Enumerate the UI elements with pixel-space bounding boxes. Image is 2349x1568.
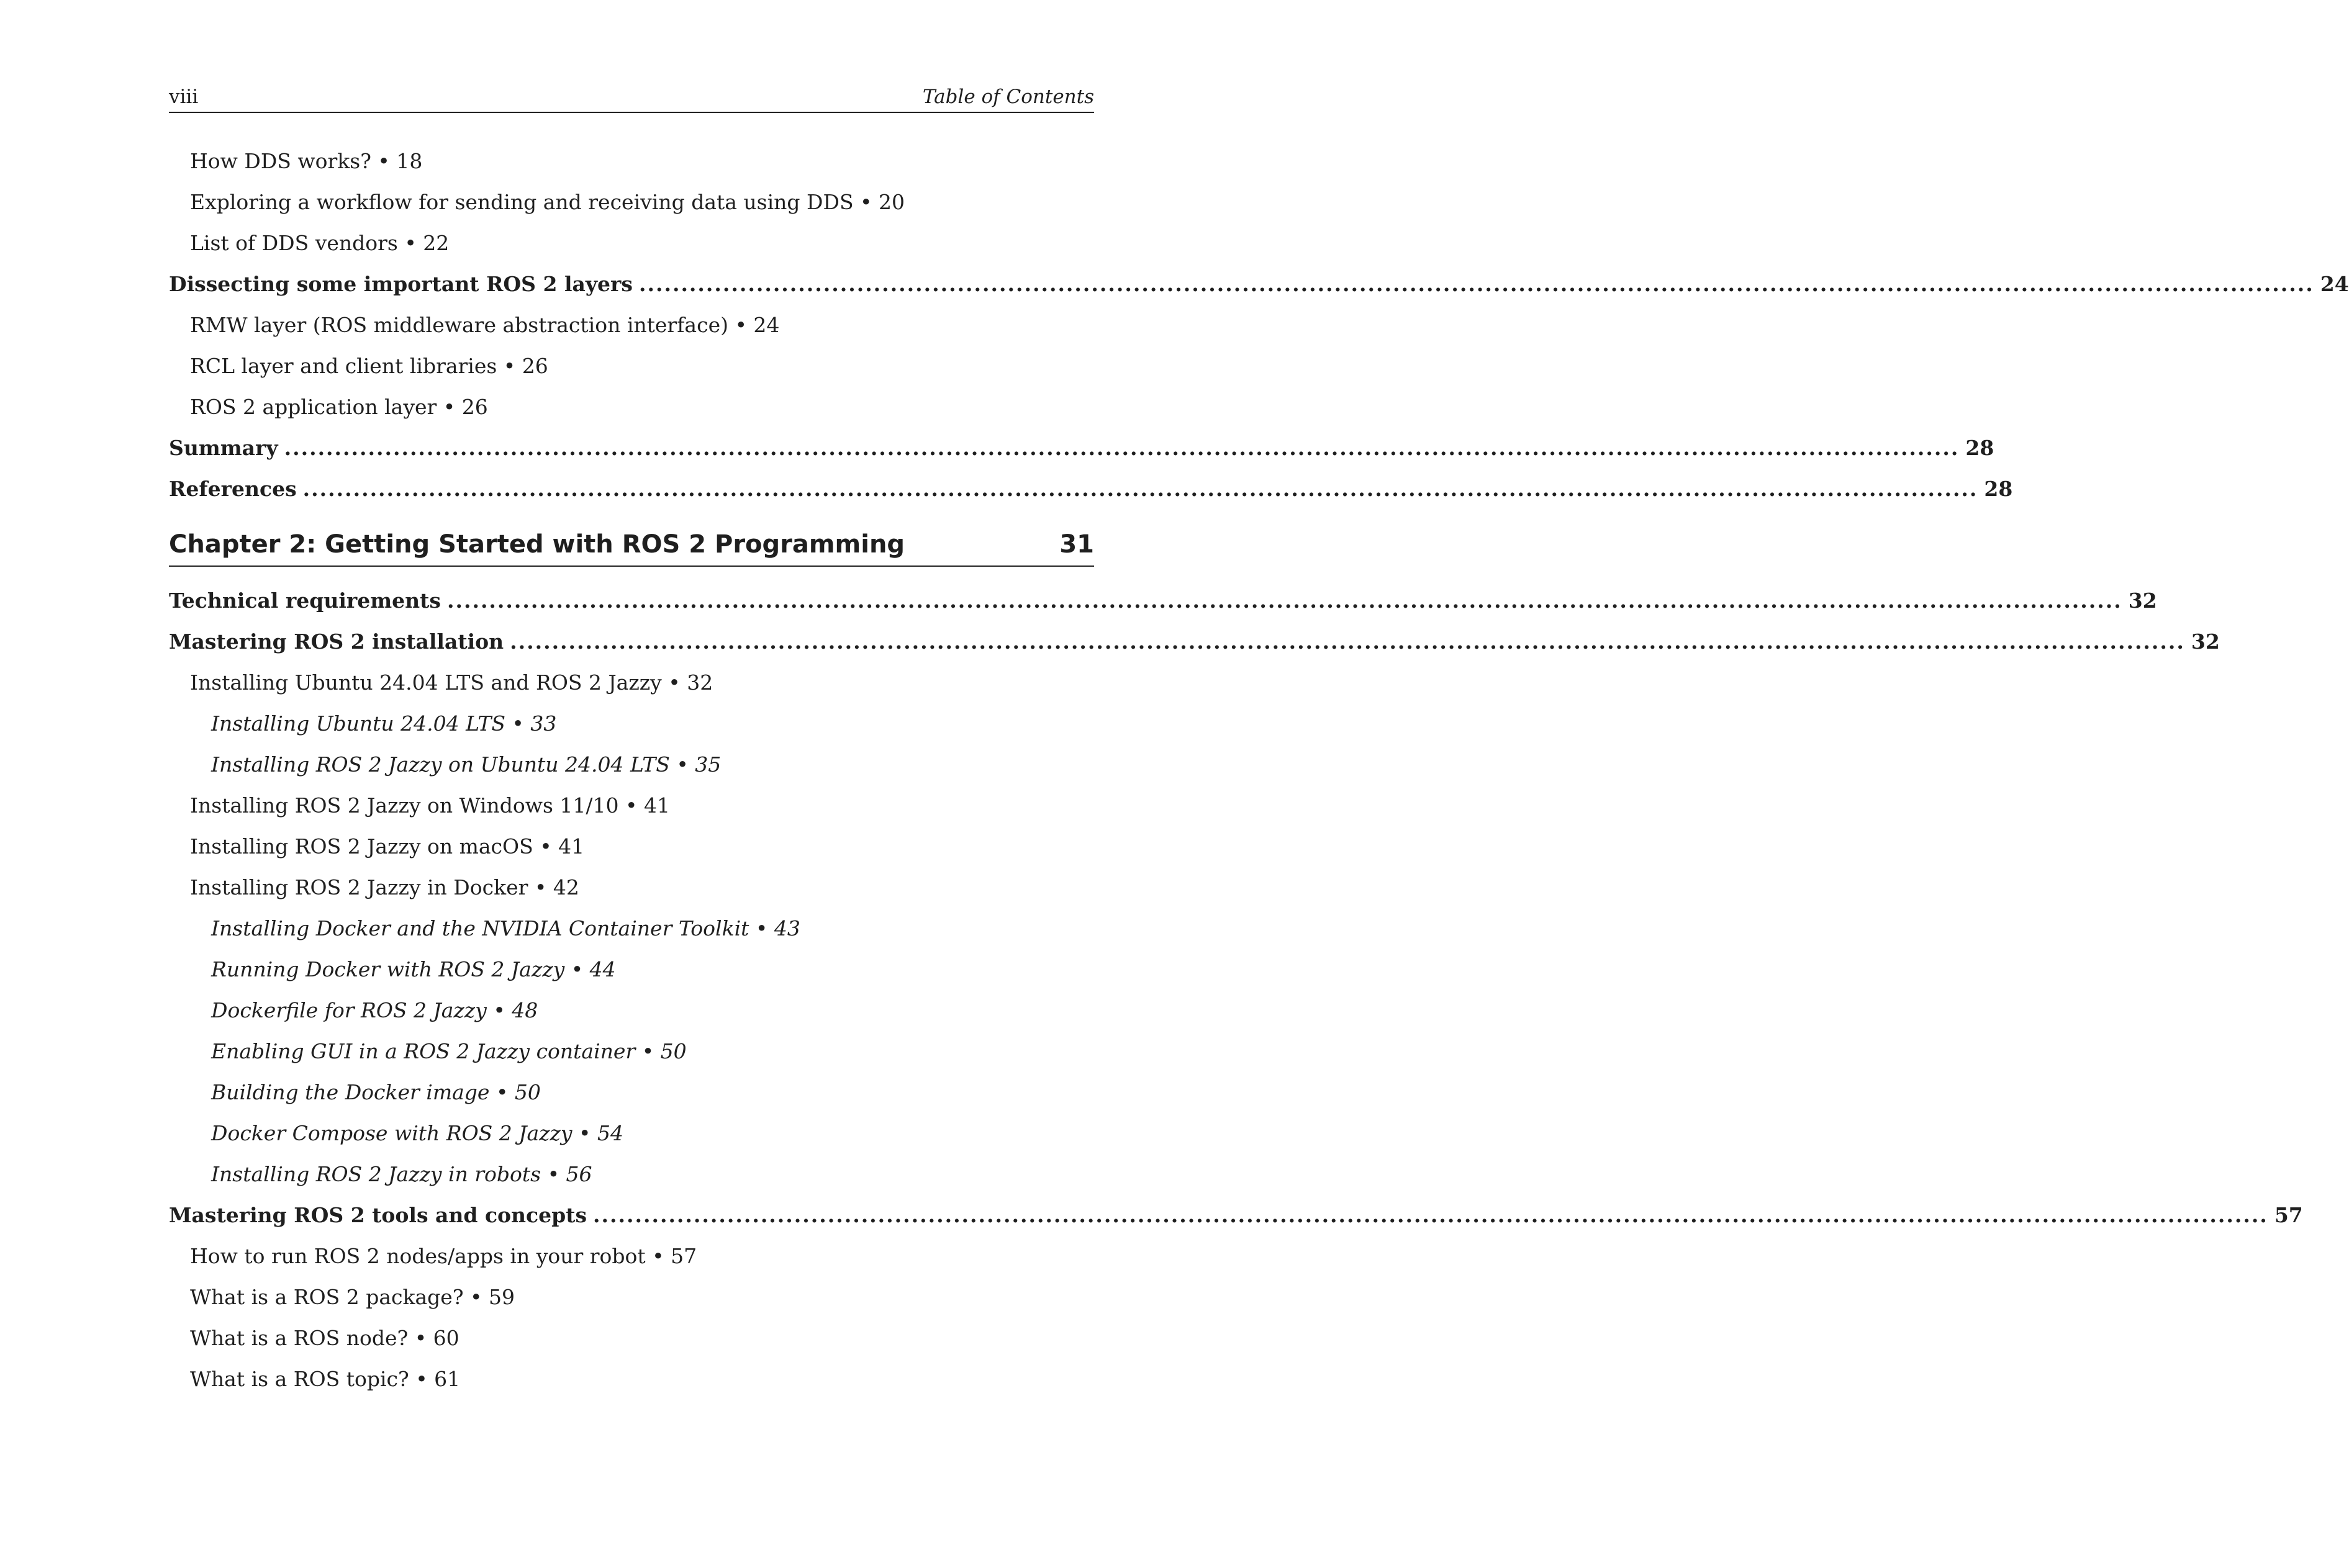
dot-leader: ........................................................................................................................................................................................................ (639, 272, 2314, 296)
toc-subsubsection-entry[interactable]: Building the Docker image • 50 (211, 1080, 541, 1104)
toc-subsection-entry[interactable]: Installing Ubuntu 24.04 LTS and ROS 2 Jazzy • 32 (190, 670, 713, 695)
toc-subsection-entry[interactable]: ROS 2 application layer • 26 (190, 395, 488, 419)
toc-section-entry[interactable] (169, 584, 2157, 625)
toc-subsection-entry[interactable]: List of DDS vendors • 22 (190, 231, 450, 255)
toc-subsubsection-entry[interactable]: Installing ROS 2 Jazzy on Ubuntu 24.04 LTS • 35 (211, 752, 722, 777)
toc-subsection-entry[interactable]: RCL layer and client libraries • 26 (190, 354, 548, 378)
toc-section-title: Dissecting some important ROS 2 layers (169, 272, 633, 296)
toc-page-number: 32 (2191, 629, 2220, 654)
toc-subsection-entry[interactable]: RMW layer (ROS middleware abstraction interface) • 24 (190, 313, 780, 337)
toc-subsubsection-entry[interactable]: Enabling GUI in a ROS 2 Jazzy container • 50 (211, 1039, 687, 1063)
toc-subsubsection-entry[interactable]: Dockerfile for ROS 2 Jazzy • 48 (211, 998, 538, 1022)
dot-leader: ........................................................................................................................................................................................................ (510, 629, 2185, 654)
chapter-heading[interactable] (169, 527, 1094, 567)
dot-leader: ........................................................................................................................................................................................................ (284, 436, 1960, 460)
toc-section-entry[interactable] (169, 1199, 2303, 1240)
chapter-title: Chapter 2: Getting Started with ROS 2 Programming (169, 530, 905, 559)
toc-section-title: Mastering ROS 2 tools and concepts (169, 1203, 587, 1227)
toc-section-entry[interactable] (169, 268, 2349, 309)
toc-subsection-entry[interactable]: What is a ROS topic? • 61 (190, 1367, 461, 1391)
dot-leader: ........................................................................................................................................................................................................ (302, 477, 1978, 501)
toc-subsubsection-entry[interactable]: Installing ROS 2 Jazzy in robots • 56 (211, 1162, 592, 1186)
toc-subsection-entry[interactable]: Exploring a workflow for sending and receiving data using DDS • 20 (190, 190, 905, 214)
toc-subsection-entry[interactable]: What is a ROS node? • 60 (190, 1326, 459, 1350)
toc-subsection-entry[interactable]: What is a ROS 2 package? • 59 (190, 1285, 515, 1309)
page-header (169, 84, 1094, 113)
toc-section-title: References (169, 477, 297, 501)
toc-page-number: 28 (1965, 436, 1994, 460)
dot-leader: ........................................................................................................................................................................................................ (593, 1203, 2268, 1227)
toc-page-number: 57 (2274, 1203, 2303, 1227)
toc-subsubsection-entry[interactable]: Installing Docker and the NVIDIA Container Toolkit • 43 (211, 916, 800, 940)
chapter-page: 31 (1059, 530, 1094, 559)
toc-section-entry[interactable] (169, 472, 2013, 513)
toc-subsubsection-entry[interactable]: Docker Compose with ROS 2 Jazzy • 54 (211, 1121, 623, 1145)
dot-leader: ........................................................................................................................................................................................................ (446, 588, 2122, 613)
toc-page-number: 24 (2320, 272, 2349, 296)
toc-section-title: Mastering ROS 2 installation (169, 629, 504, 654)
toc-section-entry[interactable] (169, 625, 2220, 666)
toc-subsubsection-entry[interactable]: Installing Ubuntu 24.04 LTS • 33 (211, 711, 557, 736)
toc-section-title: Summary (169, 436, 278, 460)
page-number: viii (169, 86, 199, 108)
running-title: Table of Contents (922, 86, 1094, 108)
toc-subsection-entry[interactable]: Installing ROS 2 Jazzy in Docker • 42 (190, 875, 579, 899)
toc-group-before (169, 145, 2349, 513)
toc-section-entry[interactable] (169, 431, 1994, 472)
toc-subsection-entry[interactable]: How DDS works? • 18 (190, 149, 423, 173)
toc-page-number: 28 (1984, 477, 2013, 501)
toc-subsubsection-entry[interactable]: Running Docker with ROS 2 Jazzy • 44 (211, 957, 616, 981)
table-of-contents (169, 145, 2349, 1404)
toc-section-title: Technical requirements (169, 588, 441, 613)
toc-group-after (169, 584, 2303, 1404)
toc-subsection-entry[interactable]: Installing ROS 2 Jazzy on macOS • 41 (190, 834, 585, 858)
toc-subsection-entry[interactable]: How to run ROS 2 nodes/apps in your robot • 57 (190, 1244, 697, 1268)
toc-subsection-entry[interactable]: Installing ROS 2 Jazzy on Windows 11/10 • 41 (190, 793, 670, 818)
toc-page-number: 32 (2128, 588, 2157, 613)
